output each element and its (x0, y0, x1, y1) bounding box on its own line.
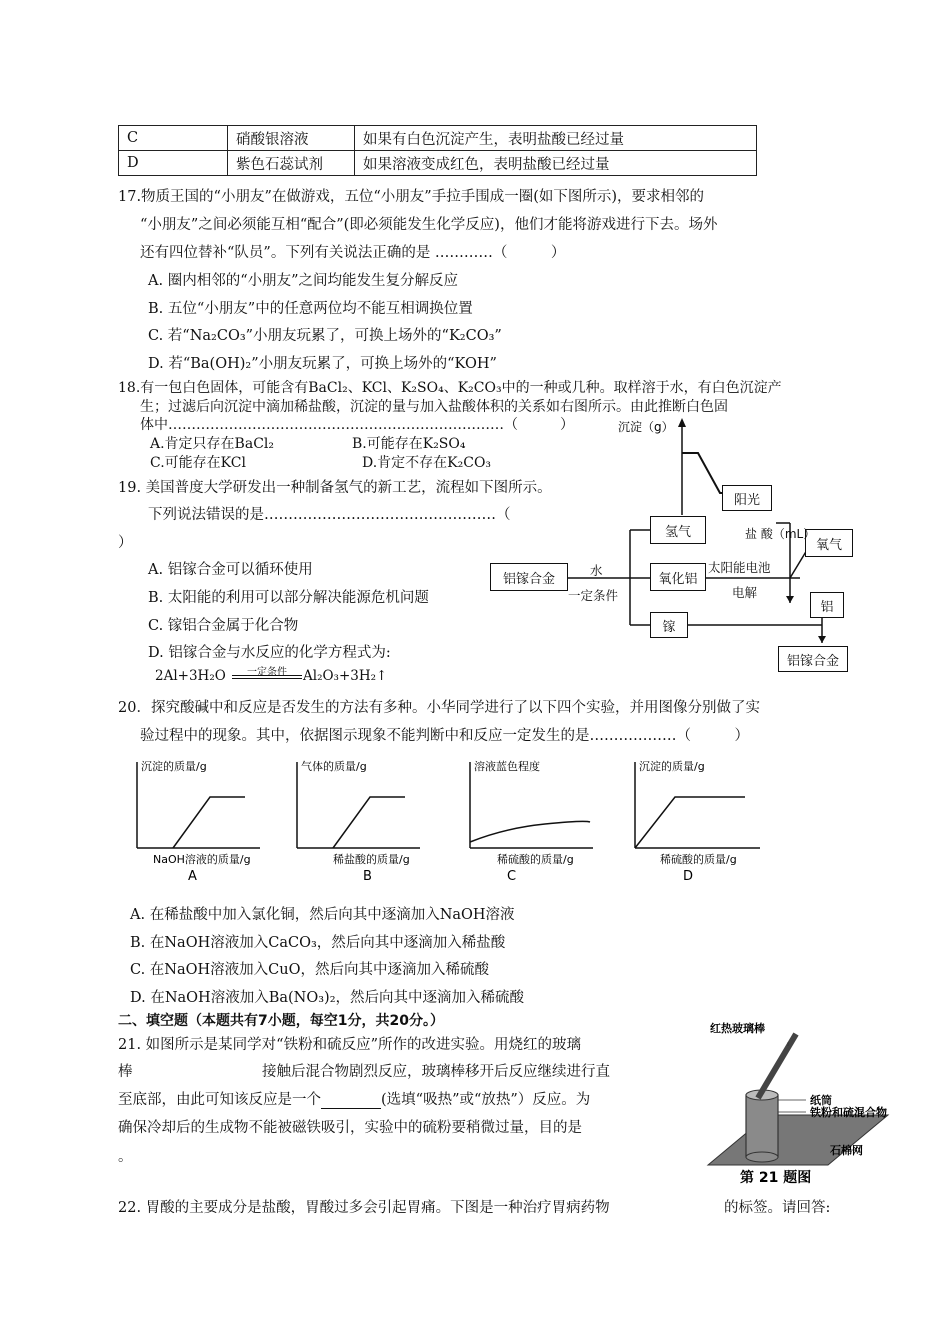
graph-c-letter: C (507, 869, 517, 884)
q19-option-c: C. 镓铝合金属于化合物 (148, 618, 299, 634)
flow-hydrogen-box: 氢气 (650, 516, 706, 544)
q21-line5: 。 (118, 1149, 133, 1165)
q19-equation-left: 2Al+3H₂O (155, 668, 226, 684)
q20-line2: 验过程中的现象。其中，依据图示现象不能判断中和反应一定发生的是………………（ ） (140, 728, 749, 744)
table-cell: 如果有白色沉淀产生，表明盐酸已经过量 (355, 126, 757, 151)
glass-rod (758, 1034, 796, 1098)
q17-line3: 还有四位替补“队员”。下列有关说法正确的是 …………（ ） (140, 245, 566, 261)
flow-alloy2-box: 铝镓合金 (778, 646, 848, 672)
answer-blank[interactable] (321, 1092, 381, 1109)
flow-electrolysis-label: 电解 (732, 585, 758, 600)
table-cell: C (119, 126, 228, 151)
fig-tube-label: 纸筒 (810, 1094, 832, 1107)
q18-line3: 体中………………………………………………………………（ ） (140, 417, 574, 433)
q20-option-c: C. 在NaOH溶液加入CuO，然后向其中逐滴加入稀硫酸 (130, 962, 489, 978)
paper-tube (746, 1095, 778, 1157)
q21-line1: 21. 如图所示是某同学对“铁粉和硫反应”所作的改进实验。用烧红的玻璃 (118, 1037, 581, 1053)
graph-d (635, 759, 760, 884)
flow-condition-label: 一定条件 (568, 588, 619, 603)
equals-sign (232, 675, 302, 679)
q21-line2a: 棒 (118, 1064, 133, 1080)
graph-a-xlabel: NaOH溶液的质量/g (153, 853, 251, 866)
graph-d-letter: D (683, 869, 694, 884)
q17-option-d: D. 若“Ba(OH)₂”小朋友玩累了，可换上场外的“KOH” (148, 356, 497, 372)
q19-line2: 下列说法错误的是…………………………………………（ (148, 507, 511, 523)
q22-line1b: 的标签。请回答: (724, 1200, 831, 1216)
q21-line2b: 接触后混合物剧烈反应，玻璃棒移开后反应继续进行直 (262, 1064, 610, 1080)
graph-a (137, 759, 260, 884)
q17-option-b: B. 五位“小朋友”中的任意两位均不能互相调换位置 (148, 301, 473, 317)
graph-a-ylabel: 沉淀的质量/g (141, 760, 207, 773)
q19-option-d: D. 铝镓合金与水反应的化学方程式为: (148, 645, 391, 661)
flow-alloy-box: 铝镓合金 (490, 563, 568, 591)
table-cell: 如果溶液变成红色，表明盐酸已经过量 (355, 151, 757, 176)
q21-line3a: 至底部，由此可知该反应是一个 (118, 1092, 321, 1108)
graph-c-xlabel: 稀硫酸的质量/g (497, 853, 574, 866)
q21-line3 (118, 1088, 590, 1109)
table-row (119, 126, 757, 151)
flow-water-label: 水 (590, 563, 603, 578)
graph-ylabel: 沉淀（g） (618, 420, 674, 434)
flow-oxygen-box: 氧气 (805, 529, 853, 557)
q17-option-a: A. 圈内相邻的“小朋友”之间均能发生复分解反应 (148, 273, 459, 289)
fig-mix-label: 铁粉和硫混合物 (810, 1106, 887, 1119)
section-heading: 二、填空题（本题共有7小题，每空1分，共20分。） (118, 1013, 444, 1029)
q19-line1: 19. 美国普度大学研发出一种制备氢气的新工艺，流程如下图所示。 (118, 480, 552, 496)
table-cell: 紫色石蕊试剂 (228, 151, 355, 176)
flow-aluminum-box: 铝 (810, 592, 844, 618)
graph-d-ylabel: 沉淀的质量/g (639, 760, 705, 773)
options-table (118, 125, 757, 176)
table-row (119, 151, 757, 176)
table-cell: 硝酸银溶液 (228, 126, 355, 151)
q18-option-a: A.肯定只存在BaCl₂ (150, 436, 274, 452)
q19-option-a: A. 铝镓合金可以循环使用 (148, 562, 313, 578)
q19-equation-right: Al₂O₃+3H₂↑ (303, 668, 388, 684)
graph-b-letter: B (363, 869, 372, 884)
graph-c-ylabel: 溶液蓝色程度 (474, 760, 540, 773)
q19-line3: ） (118, 535, 133, 551)
q20-option-b: B. 在NaOH溶液加入CaCO₃，然后向其中逐滴加入稀盐酸 (130, 935, 506, 951)
q22-line1: 22. 胃酸的主要成分是盐酸，胃酸过多会引起胃痛。下图是一种治疗胃病药物 (118, 1200, 610, 1216)
curve-c (470, 821, 590, 842)
q21-line4: 确保冷却后的生成物不能被磁铁吸引，实验中的硫粉要稍微过量，目的是 (118, 1120, 582, 1136)
curve-b (333, 797, 405, 848)
q18-graph-xlabel: 盐 酸（mL） (745, 527, 816, 541)
graph-c (470, 759, 593, 884)
q20-option-a: A. 在稀盐酸中加入氯化铜，然后向其中逐滴加入NaOH溶液 (130, 907, 515, 923)
q21-line3b: (选填“吸热”或“放热”）反应。为 (381, 1092, 591, 1108)
graph-b-ylabel: 气体的质量/g (301, 760, 367, 773)
fig-rod-label: 红热玻璃棒 (710, 1022, 765, 1035)
asbestos-mesh (708, 1115, 888, 1165)
graph-b (297, 759, 420, 884)
q20-graphs (125, 752, 805, 892)
q18-line1: 18.有一包白色固体，可能含有BaCl₂、KCl、K₂SO₄、K₂CO₃中的一种或几种。取样溶于水，有白色沉淀产 (118, 380, 782, 396)
curve-d (635, 797, 745, 848)
q20-line1: 20．探究酸碱中和反应是否发生的方法有多种。小华同学进行了以下四个实验，并用图像分别做了实 (118, 700, 760, 716)
q18-option-c: C.可能存在KCl (150, 455, 246, 471)
table-cell: D (119, 151, 228, 176)
curve-a (173, 797, 245, 848)
q18-option-d: D.肯定不存在K₂CO₃ (362, 455, 492, 471)
fig-caption: 第 21 题图 (740, 1170, 812, 1186)
q17-line2: “小朋友”之间必须能互相“配合”(即必须能发生化学反应)，他们才能将游戏进行下去。场外 (140, 217, 718, 233)
graph-a-letter: A (188, 869, 197, 884)
q18-line2: 生；过滤后向沉淀中滴加稀盐酸，沉淀的量与加入盐酸体积的关系如右图所示。由此推断白色固 (140, 399, 728, 415)
graph-b-xlabel: 稀盐酸的质量/g (333, 853, 410, 866)
flow-alumina-box: 氧化铝 (650, 563, 706, 591)
q18-option-b: B.可能存在K₂SO₄ (352, 436, 466, 452)
flow-gallium-box: 镓 (650, 612, 688, 638)
graph-d-xlabel: 稀硫酸的质量/g (660, 853, 737, 866)
fig-mesh-label: 石棉网 (830, 1144, 863, 1157)
q17-line1: 17.物质王国的“小朋友”在做游戏，五位“小朋友”手拉手围成一圈(如下图所示)，要求相邻的 (118, 189, 705, 205)
q20-option-d: D. 在NaOH溶液加入Ba(NO₃)₂，然后向其中逐滴加入稀硫酸 (130, 990, 525, 1006)
q19-option-b: B. 太阳能的利用可以部分解决能源危机问题 (148, 590, 429, 606)
q17-option-c: C. 若“Na₂CO₃”小朋友玩累了，可换上场外的“K₂CO₃” (148, 328, 502, 344)
q19-equation-condition: 一定条件 (247, 667, 287, 678)
flow-solar-label: 太阳能电池 (708, 560, 771, 575)
q21-figure (688, 1020, 898, 1190)
y-axis-arrow (678, 418, 686, 427)
flow-sunlight-box: 阳光 (722, 485, 772, 511)
